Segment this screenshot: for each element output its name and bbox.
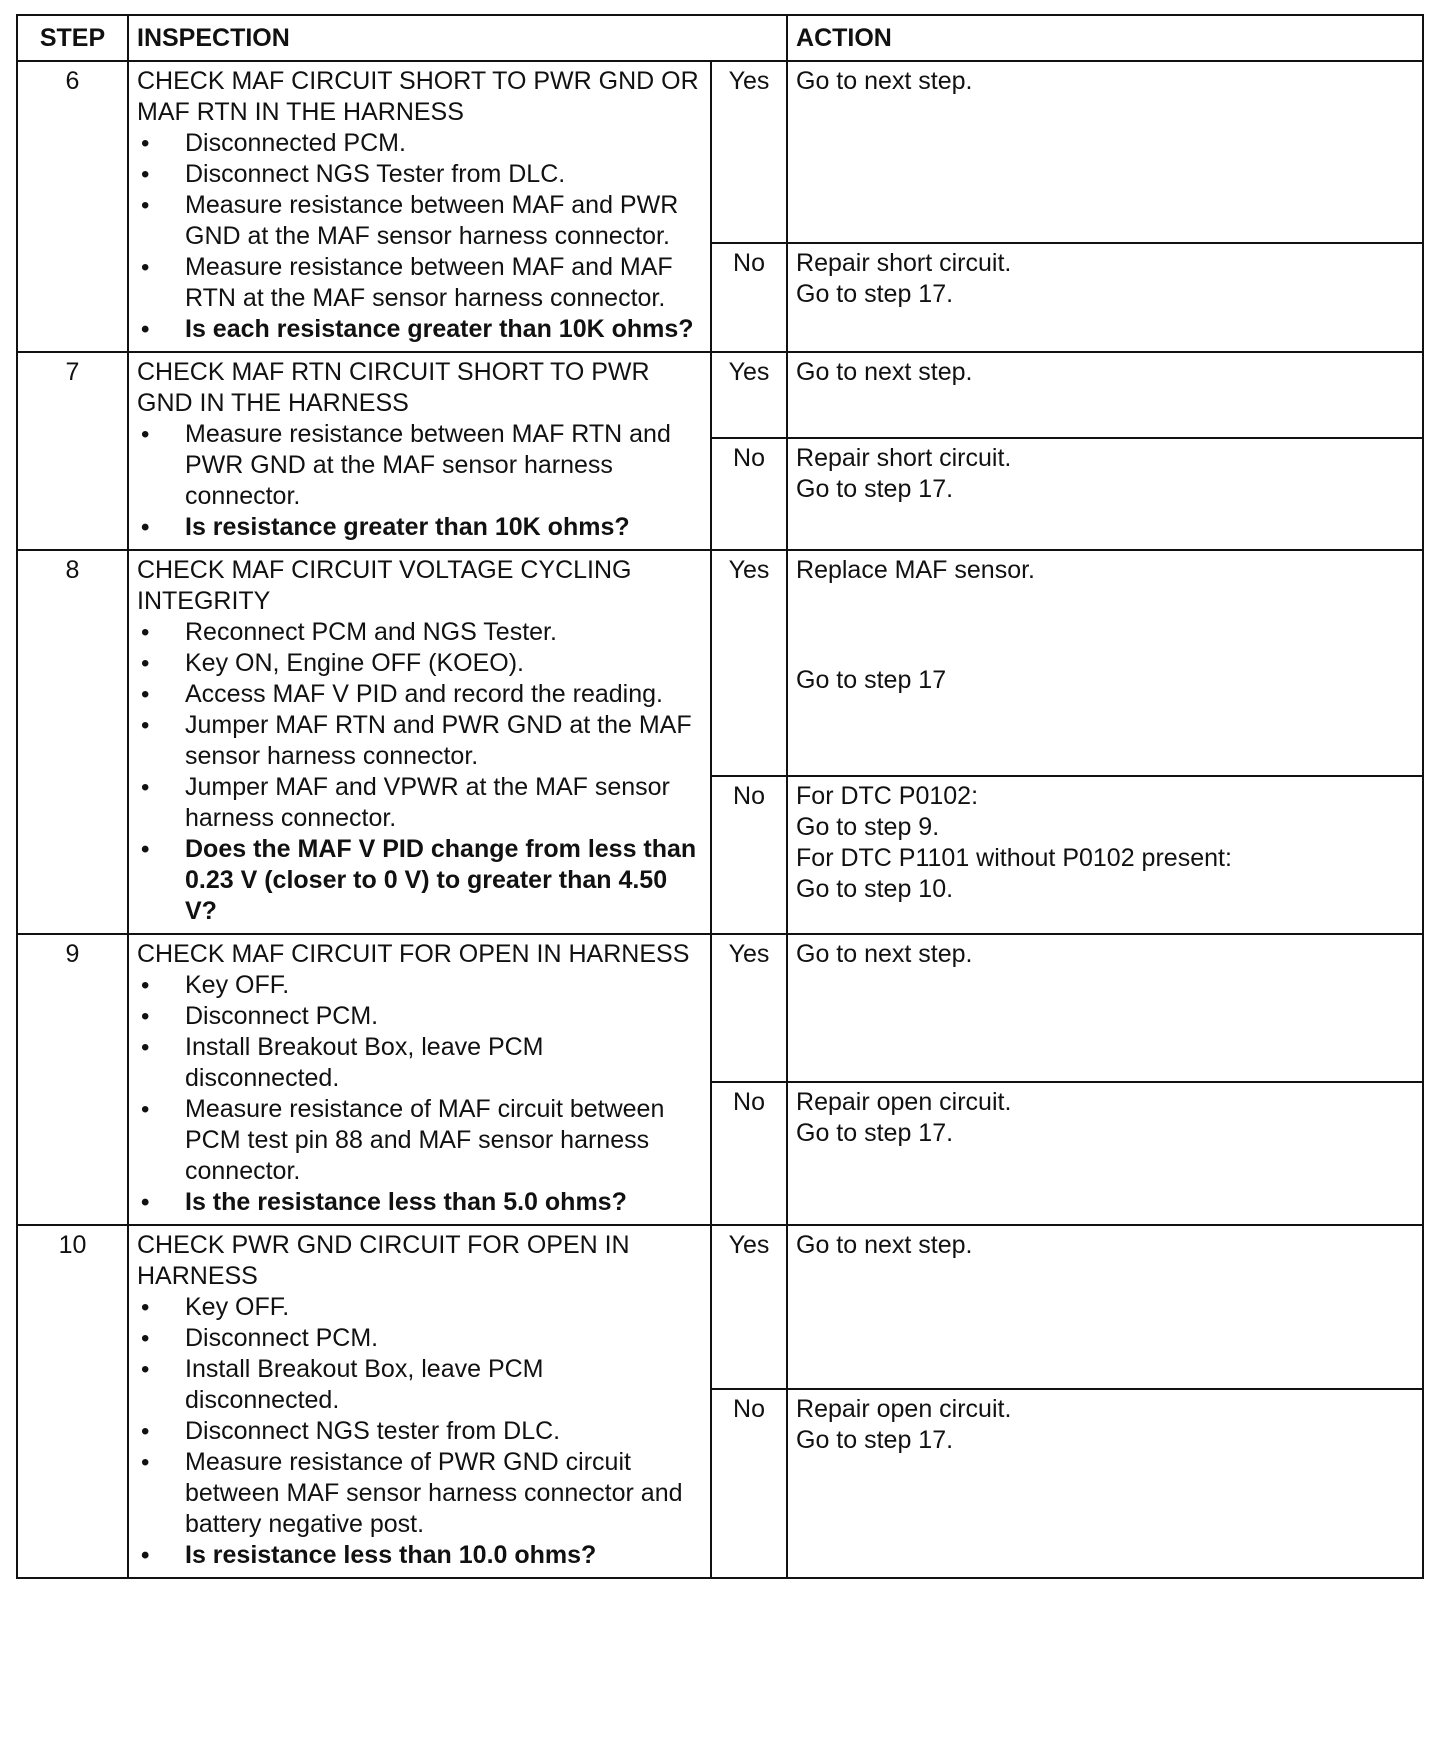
no-label: No (711, 438, 787, 550)
table-header-row (17, 15, 1423, 61)
inspection-title: CHECK PWR GND CIRCUIT FOR OPEN IN HARNESS (137, 1231, 630, 1290)
no-action (787, 1082, 1423, 1225)
inspection-cell (128, 61, 711, 352)
inspection-step: • Access MAF V PID and record the reading. (137, 679, 702, 710)
action-line: Go to step 10. (796, 875, 954, 903)
inspection-column-header: INSPECTION (128, 15, 787, 61)
yes-action (787, 550, 1423, 776)
inspection-step: • Install Breakout Box, leave PCM disconnected. (137, 1354, 702, 1416)
no-label: No (711, 243, 787, 352)
inspection-question: • Is resistance less than 10.0 ohms? (137, 1540, 702, 1571)
inspection-step: • Measure resistance between MAF and MAF RTN at the MAF sensor harness connector. (137, 252, 702, 314)
yes-label: Yes (711, 61, 787, 243)
inspection-steps-list (137, 1292, 702, 1571)
no-label: No (711, 1389, 787, 1578)
action-line: Go to step 17. (796, 475, 954, 503)
no-label: No (711, 1082, 787, 1225)
action-line: Go to step 17 (796, 666, 947, 694)
step-number: 7 (17, 352, 128, 550)
inspection-title: CHECK MAF RTN CIRCUIT SHORT TO PWR GND IN THE HARNESS (137, 358, 650, 417)
action-line: Go to next step. (796, 1231, 973, 1259)
action-line: Go to next step. (796, 358, 973, 386)
inspection-step: • Key OFF. (137, 970, 702, 1001)
inspection-cell (128, 352, 711, 550)
inspection-step: • Key OFF. (137, 1292, 702, 1323)
inspection-step: • Jumper MAF RTN and PWR GND at the MAF sensor harness connector. (137, 710, 702, 772)
inspection-question: • Does the MAF V PID change from less than 0.23 V (closer to 0 V) to greater than 4.50 V? (137, 834, 702, 927)
no-label: No (711, 776, 787, 934)
inspection-question: • Is the resistance less than 5.0 ohms? (137, 1187, 702, 1218)
inspection-question: • Is resistance greater than 10K ohms? (137, 512, 702, 543)
inspection-step: • Disconnect NGS tester from DLC. (137, 1416, 702, 1447)
action-line: Repair open circuit. (796, 1395, 1012, 1423)
action-line: Repair short circuit. (796, 444, 1012, 472)
inspection-title: CHECK MAF CIRCUIT VOLTAGE CYCLING INTEGRITY (137, 556, 632, 615)
yes-action (787, 61, 1423, 243)
inspection-cell (128, 934, 711, 1225)
action-line: Go to next step. (796, 940, 973, 968)
table-row (17, 934, 1423, 1082)
inspection-steps-list (137, 419, 702, 543)
step-number: 10 (17, 1225, 128, 1578)
action-line: Repair short circuit. (796, 249, 1012, 277)
yes-label: Yes (711, 550, 787, 776)
yes-action (787, 352, 1423, 438)
inspection-question: • Is each resistance greater than 10K ohms? (137, 314, 702, 345)
table-row (17, 61, 1423, 243)
inspection-step: • Measure resistance of MAF circuit between PCM test pin 88 and MAF sensor harness connector. (137, 1094, 702, 1187)
action-line: Go to step 17. (796, 1426, 954, 1454)
inspection-steps-list (137, 617, 702, 927)
inspection-steps-list (137, 128, 702, 345)
action-line: For DTC P1101 without P0102 present: (796, 844, 1232, 872)
no-action (787, 438, 1423, 550)
no-action (787, 243, 1423, 352)
yes-action (787, 934, 1423, 1082)
inspection-step: • Disconnected PCM. (137, 128, 702, 159)
inspection-step: • Measure resistance between MAF RTN and PWR GND at the MAF sensor harness connector. (137, 419, 702, 512)
step-number: 6 (17, 61, 128, 352)
yes-label: Yes (711, 1225, 787, 1389)
action-line: Go to step 9. (796, 813, 940, 841)
table-row (17, 550, 1423, 776)
inspection-step: • Reconnect PCM and NGS Tester. (137, 617, 702, 648)
table-row (17, 352, 1423, 438)
inspection-step: • Key ON, Engine OFF (KOEO). (137, 648, 702, 679)
inspection-step: • Disconnect PCM. (137, 1323, 702, 1354)
action-line: For DTC P0102: (796, 782, 979, 810)
inspection-step: • Measure resistance between MAF and PWR GND at the MAF sensor harness connector. (137, 190, 702, 252)
action-line: Repair open circuit. (796, 1088, 1012, 1116)
inspection-steps-list (137, 970, 702, 1218)
inspection-step: • Disconnect NGS Tester from DLC. (137, 159, 702, 190)
step-column-header: STEP (17, 15, 128, 61)
inspection-title: CHECK MAF CIRCUIT FOR OPEN IN HARNESS (137, 940, 690, 968)
action-column-header: ACTION (787, 15, 1423, 61)
step-number: 8 (17, 550, 128, 934)
inspection-title: CHECK MAF CIRCUIT SHORT TO PWR GND OR MAF RTN IN THE HARNESS (137, 67, 699, 126)
inspection-step: • Install Breakout Box, leave PCM disconnected. (137, 1032, 702, 1094)
no-action (787, 1389, 1423, 1578)
inspection-step: • Jumper MAF and VPWR at the MAF sensor harness connector. (137, 772, 702, 834)
inspection-cell (128, 550, 711, 934)
yes-action (787, 1225, 1423, 1389)
action-line: Go to step 17. (796, 280, 954, 308)
action-line: Go to next step. (796, 67, 973, 95)
inspection-step: • Measure resistance of PWR GND circuit between MAF sensor harness connector and battery negative post. (137, 1447, 702, 1540)
inspection-cell (128, 1225, 711, 1578)
yes-label: Yes (711, 352, 787, 438)
inspection-step: • Disconnect PCM. (137, 1001, 702, 1032)
action-line: Replace MAF sensor. (796, 556, 1036, 584)
step-number: 9 (17, 934, 128, 1225)
table-row (17, 1225, 1423, 1389)
no-action (787, 776, 1423, 934)
diagnostic-procedure-table (16, 14, 1424, 1579)
yes-label: Yes (711, 934, 787, 1082)
action-line: Go to step 17. (796, 1119, 954, 1147)
